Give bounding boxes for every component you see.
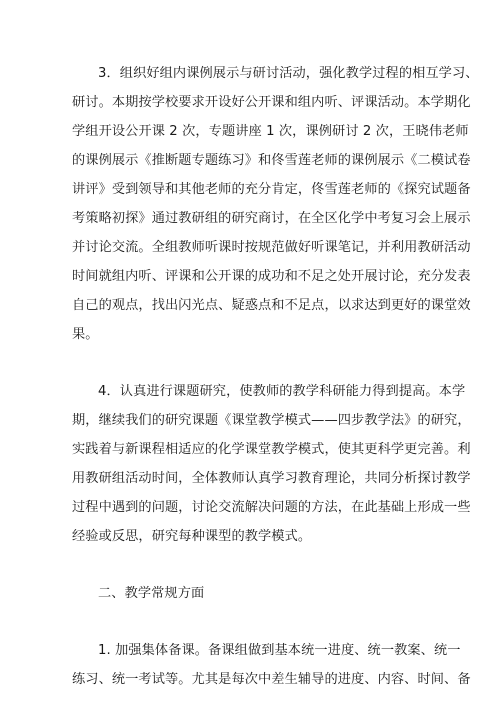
paragraph-4-line-3: 实践着与新课程相适应的化学课堂教学模式，使其更科学更完善。利 — [72, 442, 471, 457]
paragraph-3-line-10: 果。 — [72, 327, 99, 342]
paragraph-4-line-2: 期，继续我们的研究课题《课堂教学模式——四步教学法》的研究， — [72, 413, 471, 428]
paragraph-3-line-6: 考策略初探》通过教研组的研究商讨，在全区化学中考复习会上展示 — [72, 211, 471, 226]
paragraph-4-line-4: 用教研组活动时间，全体教师认真学习教育理论，共同分析探讨教学 — [72, 471, 471, 486]
paragraph-3-line-4: 的课例展示《推断题专题练习》和佟雪莲老师的课例展示《二模试卷 — [72, 153, 471, 168]
paragraph-4-line-6: 经验或反思，研究每种课型的教学模式。 — [72, 529, 312, 544]
paragraph-3-line-9: 自己的观点，找出闪光点、疑惑点和不足点，以求达到更好的课堂效 — [72, 298, 471, 313]
paragraph-b1-line-1: 1. 加强集体备课。备课组做到基本统一进度、统一教案、统一 — [98, 643, 461, 658]
paragraph-3-line-3: 学组开设公开课 2 次，专题讲座 1 次，课例研讨 2 次，王晓伟老师 — [72, 124, 469, 139]
paragraph-4-line-5: 过程中遇到的问题，讨论交流解决问题的方法，在此基础上形成一些 — [72, 500, 471, 515]
section-heading: 二、教学常规方面 — [98, 586, 205, 601]
paragraph-3-line-2: 研讨。本期按学校要求开设好公开课和组内听、评课活动。本学期化 — [72, 95, 471, 110]
paragraph-3-line-1: 3．组织好组内课例展示与研讨活动，强化教学过程的相互学习、 — [98, 66, 479, 81]
paragraph-4-line-1: 4．认真进行课题研究，使教师的教学科研能力得到提高。本学 — [98, 384, 466, 399]
paragraph-3-line-7: 并讨论交流。全组教师听课时按规范做好听课笔记，并利用教研活动 — [72, 240, 471, 255]
paragraph-3-line-8: 时间就组内听、评课和公开课的成功和不足之处开展讨论，充分发表 — [72, 269, 471, 284]
paragraph-3-line-5: 讲评》受到领导和其他老师的充分肯定，佟雪莲老师的《探究试题备 — [72, 182, 471, 197]
paragraph-b1-line-2: 练习、统一考试等。尤其是每次中差生辅导的进度、内容、时间、备 — [72, 672, 471, 687]
